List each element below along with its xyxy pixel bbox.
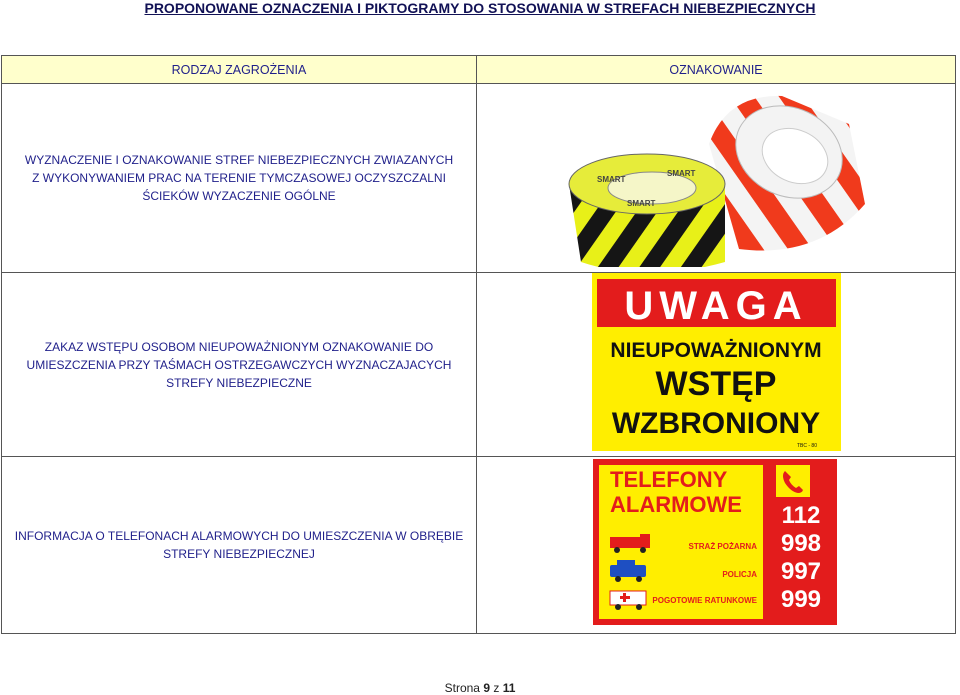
marking-cell	[477, 457, 956, 634]
red-white-tape-roll	[709, 89, 865, 251]
footer-prefix: Strona	[444, 681, 484, 695]
description-line: ZAKAZ WSTĘPU OSOBOM NIEUPOWAŻNIONYM OZNAKOWANIE DO	[44, 339, 434, 354]
hazard-description	[2, 273, 477, 457]
service-name: POGOTOWIE RATUNKOWE	[652, 596, 757, 605]
marking-cell	[477, 273, 956, 457]
tape-brand-label: SMART	[627, 199, 656, 208]
table-header-row	[2, 56, 956, 84]
footer-total-pages: 11	[502, 681, 516, 695]
hazard-description	[2, 457, 477, 634]
footer-separator: z	[490, 681, 503, 695]
phone-icon	[776, 465, 810, 497]
description-line: ŚCIEKÓW WYZACZENIE OGÓLNE	[142, 189, 336, 203]
marking-cell	[477, 84, 956, 273]
page-title: PROPONOWANE OZNACZENIA I PIKTOGRAMY DO STOSOWANIA W STREFACH NIEBEZPIECZNYCH	[144, 0, 816, 16]
footer-page-number: 9	[483, 681, 491, 695]
tape-brand-label: SMART	[597, 175, 626, 184]
description-line: STREFY NIEBEZPIECZNEJ	[163, 547, 315, 561]
warning-tapes-image	[477, 84, 955, 267]
sign-line: WZBRONIONY	[611, 407, 821, 440]
service-name: POLICJA	[722, 570, 757, 579]
header-marking: OZNAKOWANIE	[477, 56, 956, 84]
tape-brand-label: SMART	[667, 169, 696, 178]
service-number: 999	[780, 586, 822, 613]
description-line: Z WYKONYWANIEM PRAC NA TERENIE TYMCZASOWEJ OCZYSZCZALNI	[32, 171, 446, 185]
sign-title: TELEFONY	[610, 467, 728, 492]
sign-code: TBC - 80	[796, 443, 817, 449]
header-hazard-type: RODZAJ ZAGROŻENIA	[2, 56, 477, 84]
service-name: STRAŻ POŻARNA	[688, 542, 757, 551]
sign-line: WSTĘP	[655, 365, 777, 403]
sign-warning-word: UWAGA	[624, 284, 808, 328]
table-row	[2, 273, 956, 457]
emergency-phones-sign	[477, 457, 955, 628]
description-line: STREFY NIEBEZPIECZNE	[166, 375, 312, 390]
description-line: WYZNACZENIE I OZNAKOWANIE STREF NIEBEZPIECZNYCH ZWIAZANYCH	[24, 153, 454, 167]
table-row	[2, 84, 956, 273]
sign-title: ALARMOWE	[610, 492, 742, 517]
no-entry-sign	[477, 273, 955, 451]
sign-line: NIEUPOWAŻNIONYM	[610, 339, 822, 362]
yellow-black-tape-roll	[569, 154, 725, 267]
service-number: 998	[780, 530, 822, 557]
page-footer	[0, 681, 960, 695]
table-row	[2, 457, 956, 634]
hazard-description	[2, 84, 477, 273]
description-line: UMIESZCZENIA PRZY TAŚMACH OSTRZEGAWCZYCH WYZNACZAJACYCH	[26, 357, 452, 372]
hazard-table	[1, 55, 956, 634]
general-emergency-number: 112	[781, 502, 821, 529]
service-number: 997	[780, 558, 822, 585]
description-line: INFORMACJA O TELEFONACH ALARMOWYCH DO UMIESZCZENIA W OBRĘBIE	[14, 529, 464, 543]
